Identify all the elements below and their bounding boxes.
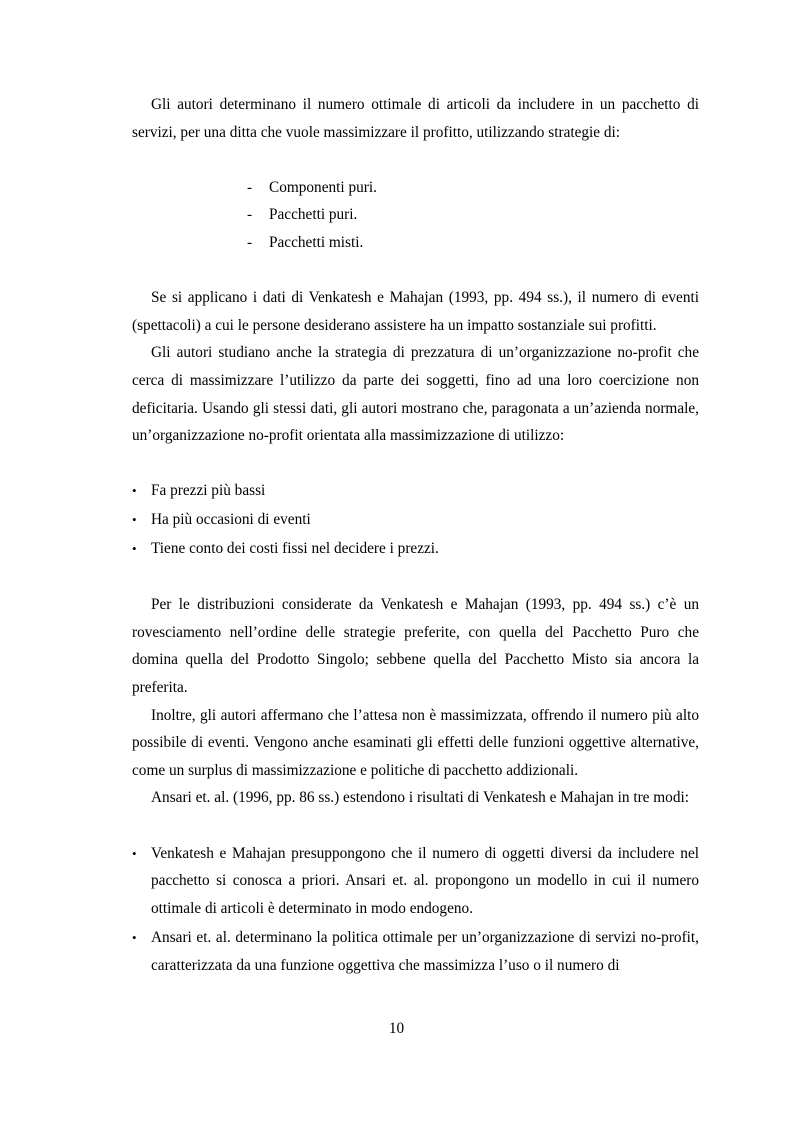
spacer	[132, 450, 699, 478]
spacer	[132, 146, 699, 174]
list-item-text: Venkatesh e Mahajan presuppongono che il numero di oggetti diversi da includere nel pacchetto si conosca a priori. Ansari et. al. propongono un modello in cui il numero ottimale di articoli è determinato in modo endogeno.	[151, 844, 699, 917]
list-item-text: Componenti puri.	[269, 178, 377, 196]
noprofit-list	[132, 477, 699, 563]
bullet-marker: •	[132, 845, 137, 861]
dash-marker: -	[247, 206, 253, 224]
list-item	[132, 229, 699, 257]
list-item	[132, 174, 699, 202]
bullet-marker: •	[132, 540, 137, 556]
dash-marker: -	[247, 233, 253, 251]
list-item	[132, 201, 699, 229]
list-item-text: Fa prezzi più bassi	[151, 482, 266, 500]
paragraph-distribuzioni: Per le distribuzioni considerate da Venkatesh e Mahajan (1993, pp. 494 ss.) c’è un rovesciamento nell’ordine delle strategie preferite, con quella del Pacchetto Puro che domina quella del Prodotto Singolo; sebbene quella del Pacchetto Misto sia ancora la preferita.	[132, 596, 699, 697]
ansari-list	[132, 840, 699, 980]
spacer	[132, 564, 699, 592]
spacer	[132, 812, 699, 840]
list-item-text: Ansari et. al. determinano la politica ottimale per un’organizzazione di servizi no-profit, caratterizzata da una funzione oggettiva che massimizza l’uso o il numero di	[151, 929, 699, 975]
page-number: 10	[388, 1020, 405, 1037]
list-item	[132, 477, 699, 506]
list-item-text: Tiene conto dei costi fissi nel decidere i prezzi.	[151, 539, 439, 557]
paragraph-intro: Gli autori determinano il numero ottimale di articoli da includere in un pacchetto di servizi, per una ditta che vuole massimizzare il profitto, utilizzando strategie di:	[132, 96, 699, 141]
list-item	[132, 506, 699, 535]
list-item	[132, 840, 699, 923]
list-item	[132, 924, 699, 979]
dash-marker: -	[247, 178, 253, 196]
list-item-text: Pacchetti misti.	[269, 233, 364, 251]
bullet-marker: •	[132, 483, 137, 499]
bullet-marker: •	[132, 512, 137, 528]
spacer	[132, 257, 699, 285]
list-item	[132, 535, 699, 564]
bullet-marker: •	[132, 930, 137, 946]
paragraph-noprofit: Gli autori studiano anche la strategia di prezzatura di un’organizzazione no-profit che cerca di massimizzare l’utilizzo da parte dei soggetti, fino ad una loro coercizione non deficitaria. Usando gli stessi dati, gli autori mostrano che, paragonata a un’azienda normale, un’organizzazione no-profit orientata alla massimizzazione di utilizzo:	[132, 344, 699, 445]
paragraph-ansari: Ansari et. al. (1996, pp. 86 ss.) estendono i risultati di Venkatesh e Mahajan in tre modi:	[151, 789, 689, 807]
list-item-text: Pacchetti puri.	[269, 206, 358, 224]
paragraph-inoltre: Inoltre, gli autori affermano che l’attesa non è massimizzata, offrendo il numero più alto possibile di eventi. Vengono anche esaminati gli effetti delle funzioni oggettive alternative, come un surplus di massimizzazione e politiche di pacchetto addizionali.	[132, 706, 699, 779]
strategy-list	[132, 174, 699, 257]
paragraph-venkatesh: Se si applicano i dati di Venkatesh e Mahajan (1993, pp. 494 ss.), il numero di eventi (spettacoli) a cui le persone desiderano assistere ha un impatto sostanziale sui profitti.	[132, 289, 699, 334]
list-item-text: Ha più occasioni di eventi	[151, 511, 311, 529]
page-body	[132, 91, 699, 982]
